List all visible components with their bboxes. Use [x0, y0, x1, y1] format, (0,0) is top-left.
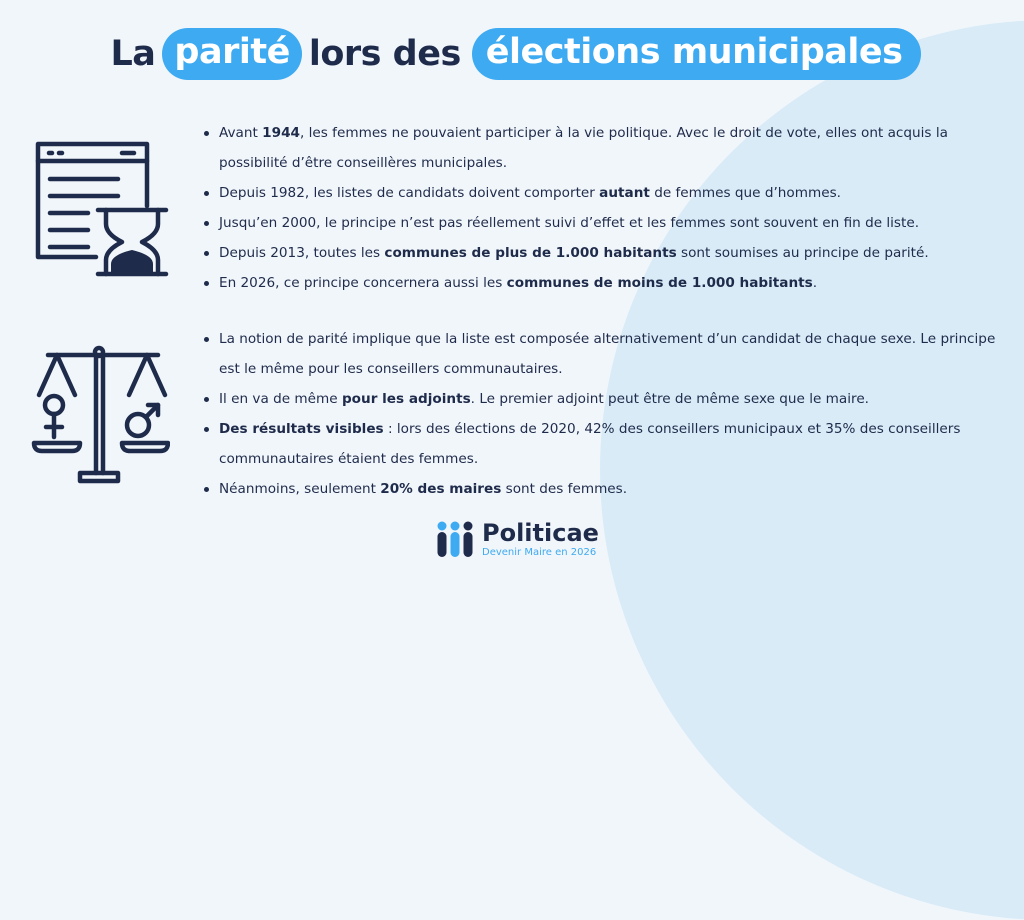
bullet-text: .	[812, 275, 818, 291]
bullet-text-bold: pour les adjoints	[341, 391, 471, 407]
bullet-text: sont soumises au principe de parité.	[676, 245, 929, 261]
title-part-2: lors des	[308, 34, 461, 74]
bullet-item	[202, 208, 1002, 238]
bullet-text: de femmes que d’hommes.	[649, 185, 841, 201]
bullet-text: sont des femmes.	[501, 481, 628, 497]
page-title	[0, 28, 1024, 80]
title-highlight-parite: parité	[162, 28, 301, 80]
bullet-text: En 2026, ce principe concernera aussi les	[219, 275, 507, 291]
title-highlight-elections: élections municipales	[472, 28, 921, 80]
bullet-text: Depuis 2013, toutes les	[219, 245, 385, 261]
people-bars-logo-icon	[436, 520, 474, 558]
bullet-item	[202, 118, 1002, 178]
bullet-text: Il en va de même	[219, 391, 342, 407]
bullet-text: La notion de parité implique que la liste est composée alternativement d’un candidat de chaque sexe. Le principe est le même pour les conseillers communautaires.	[219, 331, 996, 377]
bullet-item	[202, 238, 1002, 268]
bullet-text-bold: communes de plus de 1.000 habitants	[384, 245, 677, 261]
bullet-item	[202, 178, 1002, 208]
bullet-text: , les femmes ne pouvaient participer à la vie politique. Avec le droit de vote, elles ont acquis la possibilité d’être conseillères municipales.	[219, 125, 948, 171]
bullet-text: Néanmoins, seulement	[219, 481, 381, 497]
bullet-item	[202, 268, 1002, 298]
bullet-text-bold: 20% des maires	[380, 481, 502, 497]
bullet-text: Jusqu’en 2000, le principe n’est pas réellement suivi d’effet et les femmes sont souvent en fin de liste.	[219, 215, 920, 231]
bullet-item	[202, 414, 1002, 474]
title-part-1: La	[110, 34, 156, 74]
bullet-text-bold: communes de moins de 1.000 habitants	[506, 275, 813, 291]
bullet-text: : lors des élections de 2020, 42% des conseillers municipaux et 35% des conseillers communautaires étaient des femmes.	[219, 421, 961, 467]
bullet-text-bold: 1944	[262, 125, 300, 141]
bullet-list-history	[202, 118, 1002, 298]
bullet-text-bold: autant	[599, 185, 650, 201]
bullet-text-bold: Des résultats visibles	[219, 421, 384, 437]
logo-tagline: Devenir Maire en 2026	[482, 546, 597, 558]
bullet-item	[202, 324, 1002, 384]
browser-hourglass-icon	[30, 138, 170, 278]
bullet-text: Depuis 1982, les listes de candidats doivent comporter	[219, 185, 600, 201]
logo-name: Politicae	[482, 518, 599, 547]
bullet-item	[202, 474, 1002, 504]
bullet-text: Avant	[219, 125, 263, 141]
bullet-list-rules	[202, 324, 1002, 504]
bullet-item	[202, 384, 1002, 414]
politicae-logo	[436, 517, 599, 561]
bullet-text: . Le premier adjoint peut être de même sexe que le maire.	[470, 391, 870, 407]
gender-balance-scale-icon	[30, 345, 170, 485]
